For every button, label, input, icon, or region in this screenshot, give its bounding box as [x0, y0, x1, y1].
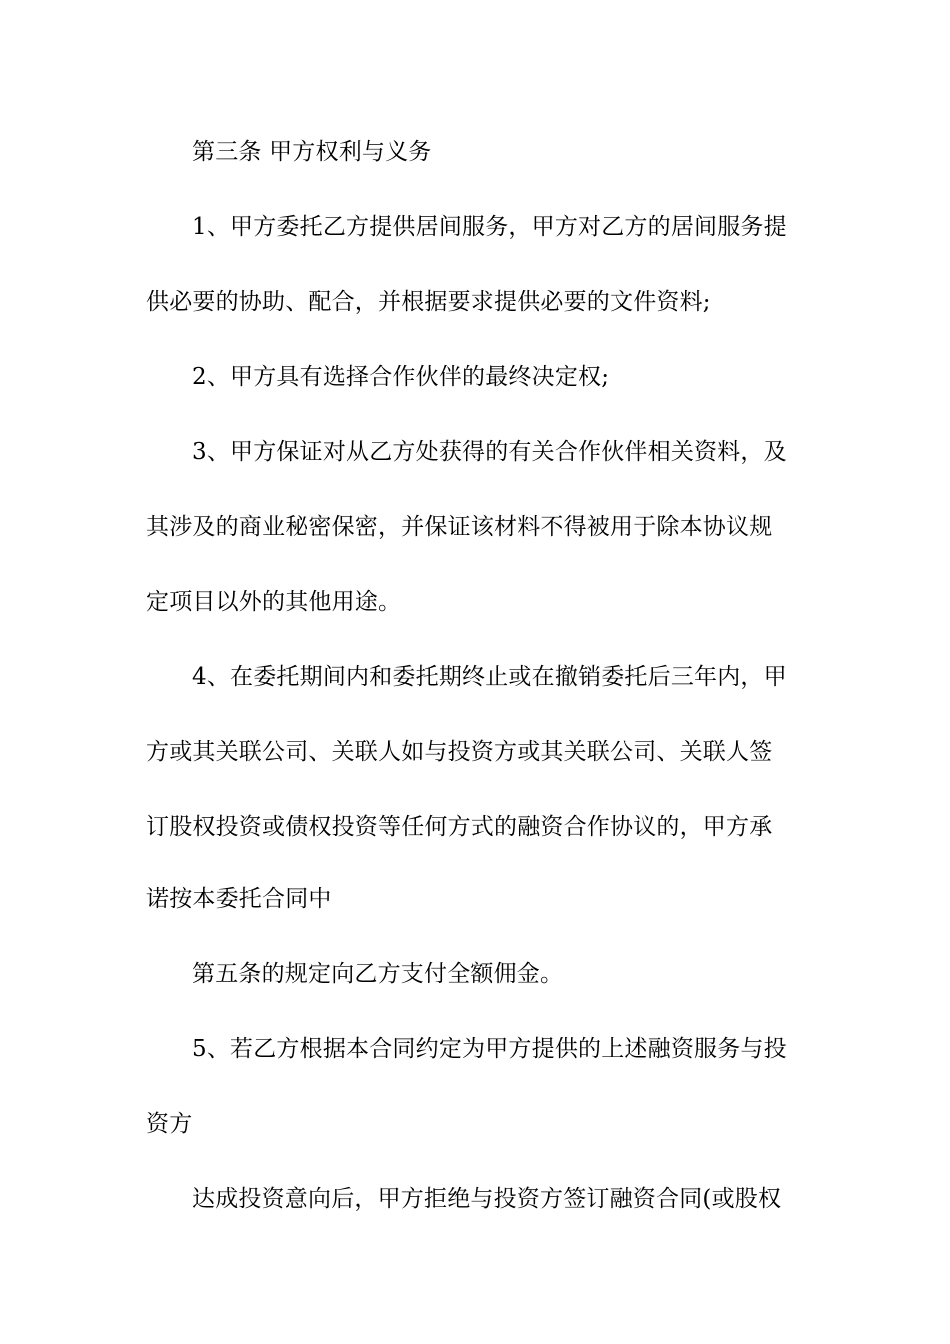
- clause-1-line-1: 1、甲方委托乙方提供居间服务，甲方对乙方的居间服务提: [192, 214, 787, 240]
- clause-4-line-5: 第五条的规定向乙方支付全额佣金。: [192, 961, 564, 987]
- clause-5-line-3: 达成投资意向后，甲方拒绝与投资方签订融资合同(或股权: [192, 1186, 782, 1212]
- clause-4-line-1: 4、在委托期间内和委托期终止或在撤销委托后三年内，甲: [192, 664, 787, 690]
- clause-3-line-2: 其涉及的商业秘密保密，并保证该材料不得被用于除本协议规: [146, 514, 773, 540]
- section-heading: 第三条 甲方权利与义务: [192, 139, 432, 165]
- clause-2-line-1: 2、甲方具有选择合作伙伴的最终决定权;: [192, 364, 610, 390]
- clause-4-line-2: 方或其关联公司、关联人如与投资方或其关联公司、关联人签: [146, 739, 773, 765]
- clause-3-line-3: 定项目以外的其他用途。: [146, 589, 402, 615]
- clause-1-line-2: 供必要的协助、配合，并根据要求提供必要的文件资料;: [146, 289, 711, 315]
- clause-4-line-4: 诺按本委托合同中: [146, 886, 332, 912]
- clause-3-line-1: 3、甲方保证对从乙方处获得的有关合作伙伴相关资料，及: [192, 439, 787, 465]
- clause-4-line-3: 订股权投资或债权投资等任何方式的融资合作协议的，甲方承: [146, 814, 773, 840]
- clause-5-line-1: 5、若乙方根据本合同约定为甲方提供的上述融资服务与投: [192, 1036, 787, 1062]
- clause-5-line-2: 资方: [146, 1111, 193, 1137]
